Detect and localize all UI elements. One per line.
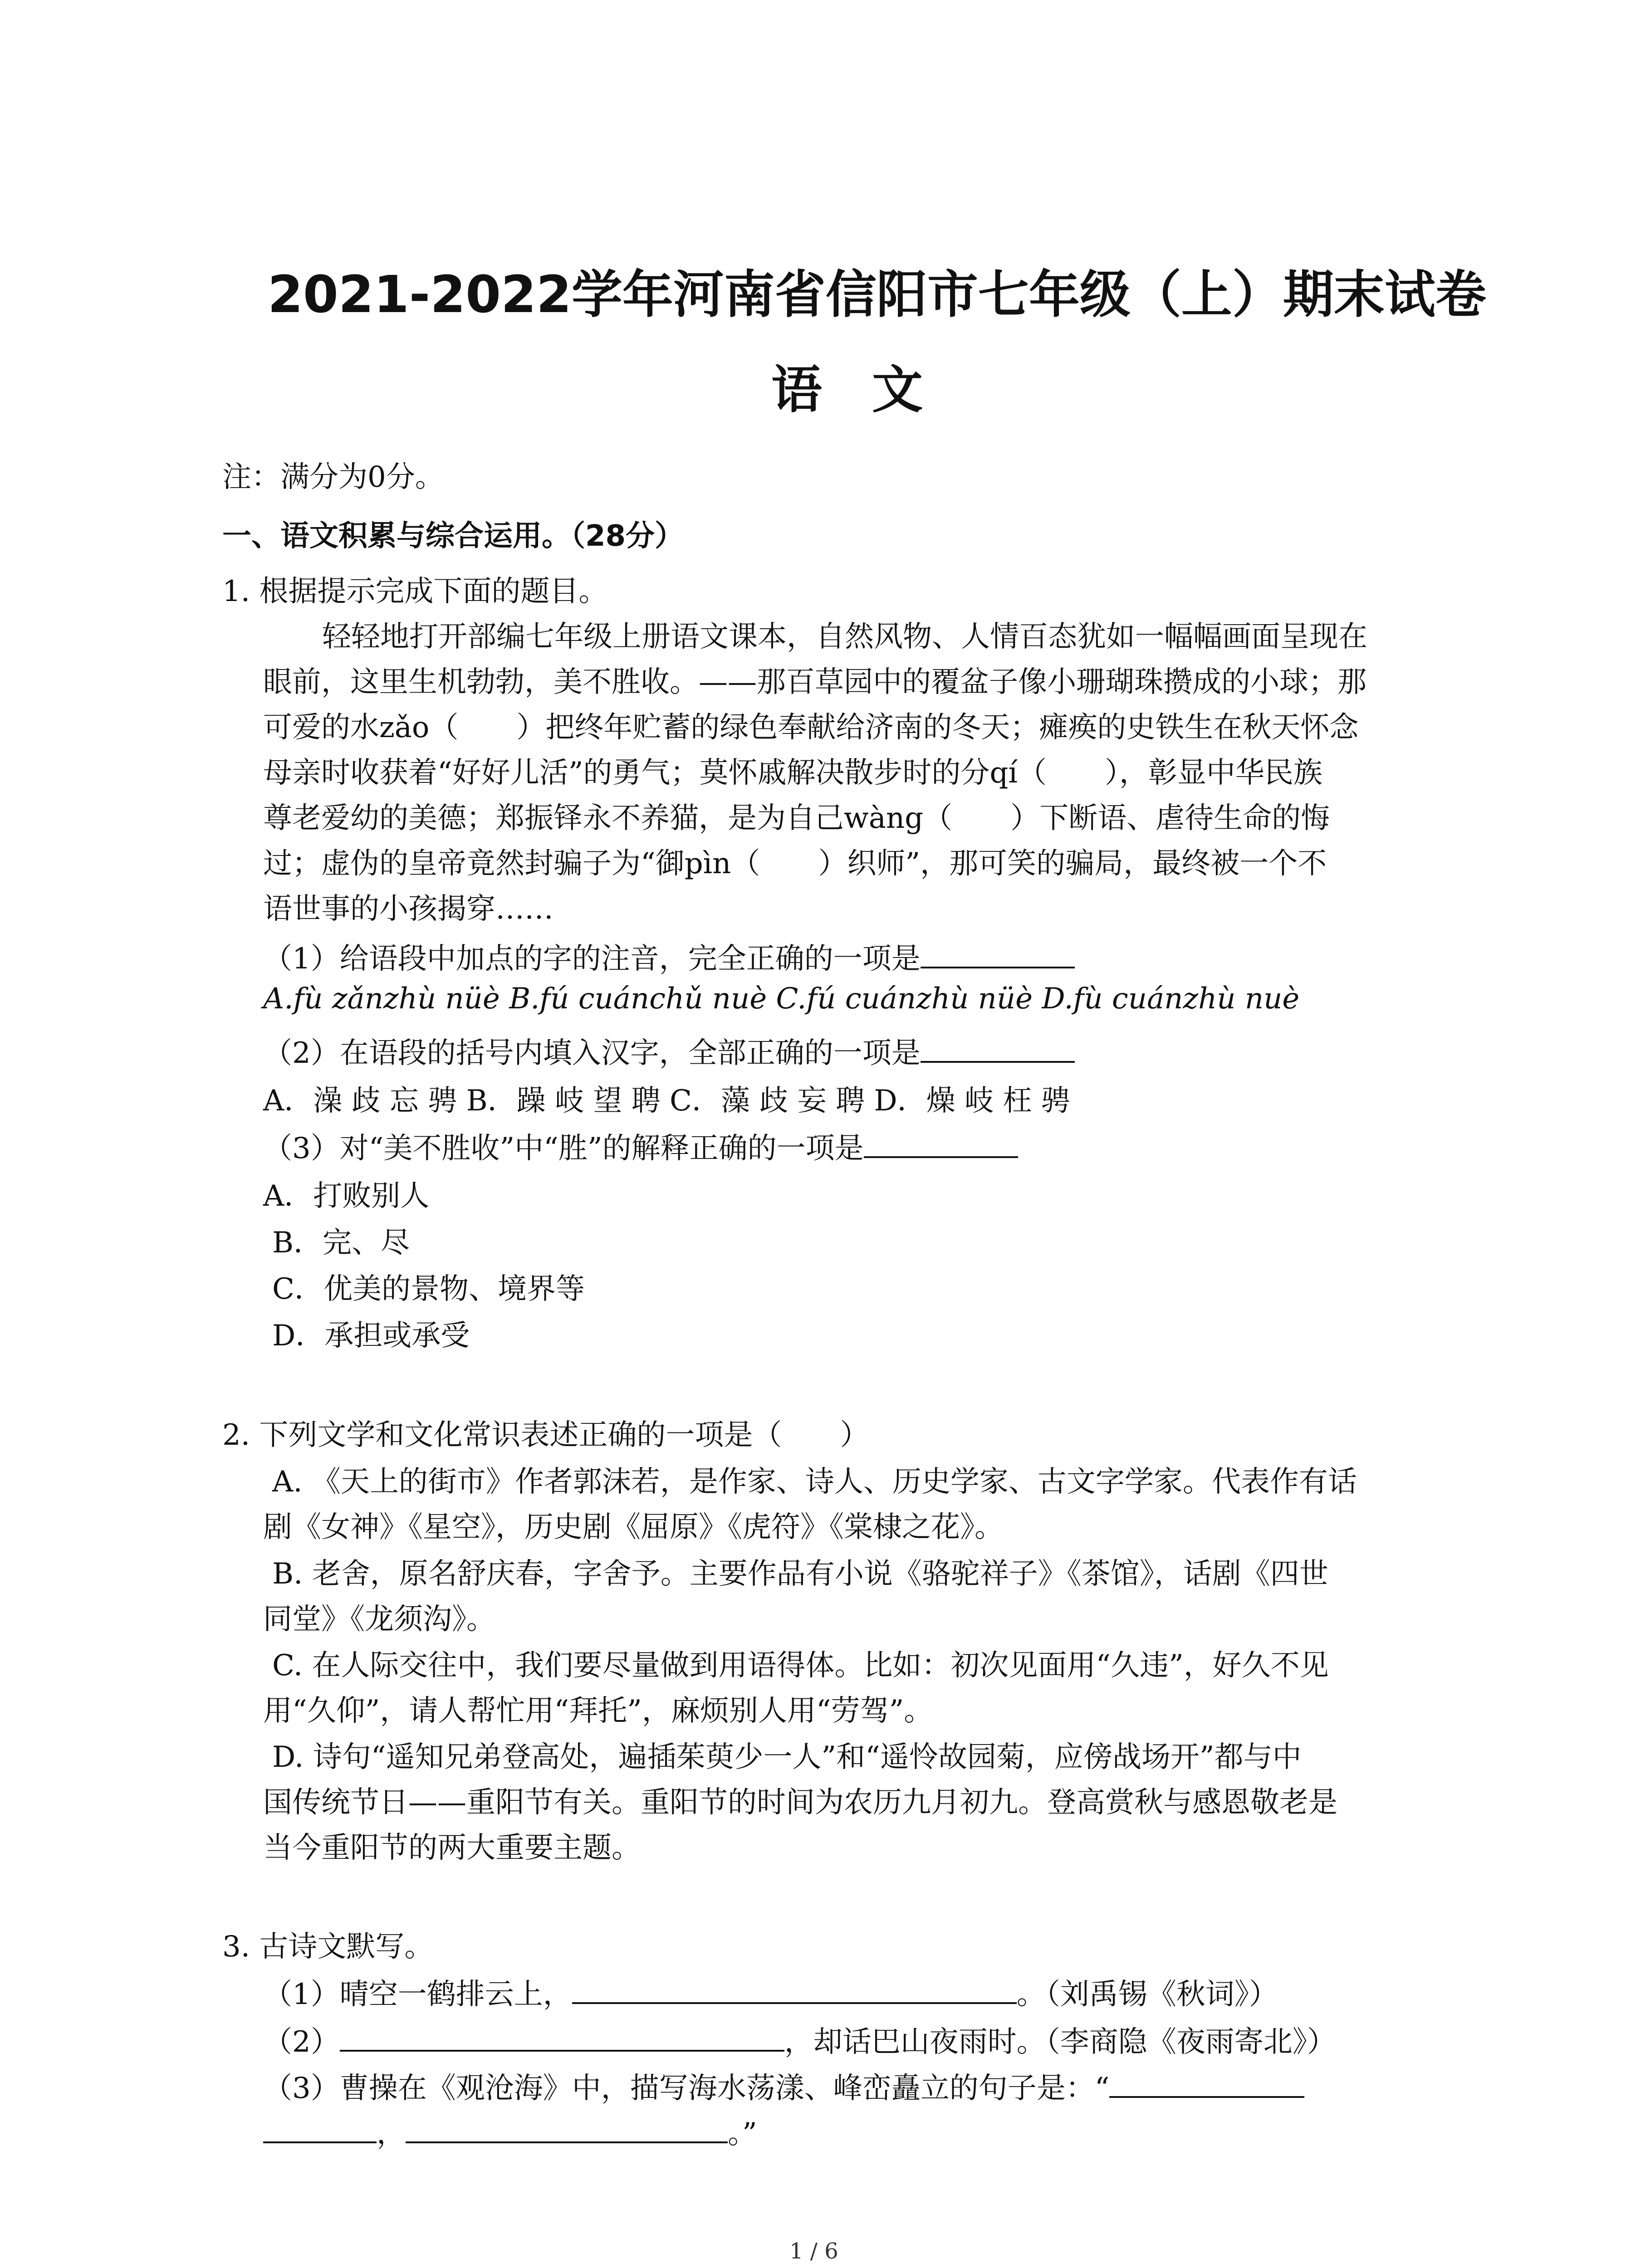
q2-option-line: 国传统节日——重阳节有关。重阳节的时间为农历九月初九。登高赏秋与感恩敬老是 [263,1786,1337,1819]
q2-stem: 2. 下列文学和文化常识表述正确的一项是（ ） [222,1418,869,1452]
q1-sub2-options: A．澡 歧 忘 骋 B．躁 岐 望 聘 C．藻 歧 妄 聘 D．燥 岐 枉 骋 [263,1084,1070,1118]
q1-sub3-option: B．完、尽 [272,1226,410,1260]
q1-sub3-option: D．承担或承受 [272,1319,470,1353]
fill-blank[interactable] [263,2114,377,2143]
q1-passage-line: 母亲时收获着“好好儿活”的勇气；莫怀戚解决散步时的分qí（ ），彰显中华民族 [263,756,1323,790]
q3-stem: 3. 古诗文默写。 [222,1930,434,1964]
page-number: 1 / 6 [789,2239,838,2264]
q3-line4 [263,2110,757,2152]
document-title: 2021-2022学年河南省信阳市七年级（上）期末试卷 [268,265,1486,324]
q3-line1 [263,1971,1278,2013]
answer-blank[interactable] [921,939,1075,968]
q3-line2-post: ，却话巴山夜雨时。（李商隐《夜雨寄北》） [784,2025,1336,2059]
q1-passage-line: 尊老爱幼的美德；郑振铎永不养猫，是为自己wàng（ ）下断语、虐待生命的悔 [263,802,1330,835]
q3-line1-post: 。（刘禹锡《秋词》） [1016,1978,1278,2011]
q3-line1-pre: （1）晴空一鹤排云上， [263,1978,572,2011]
section-heading: 一、语文积累与综合运用。（28分） [222,519,684,553]
q1-sub3-prompt [263,1125,1018,1167]
q1-sub1-text: （1）给语段中加点的字的注音，完全正确的一项是 [263,942,921,976]
answer-blank[interactable] [921,1034,1075,1063]
q2-option-line: 当今重阳节的两大重要主题。 [263,1831,641,1865]
q3-line4-comma: ， [377,2117,406,2151]
q1-passage-line: 过；虚伪的皇帝竟然封骗子为“御pìn（ ）织师”，那可笑的骗局，最终被一个不 [263,847,1327,880]
q1-passage-line: 可爱的水zǎo（ ）把终年贮蓄的绿色奉献给济南的冬天；瘫痪的史铁生在秋天怀念 [263,711,1359,744]
subject-title: 语文 [771,361,973,420]
q1-stem: 1. 根据提示完成下面的题目。 [222,575,608,608]
fill-blank[interactable] [572,1975,1017,2004]
q1-sub3-text: （3）对“美不胜收”中“胜”的解释正确的一项是 [263,1132,864,1165]
q1-sub1-prompt [263,935,1075,977]
q1-sub1-options: A.fù zǎnzhù nüè B.fú cuánchǔ nuè C.fú cuánzhù nüè D.fù cuánzhù nuè [263,982,1300,1016]
q1-sub2-prompt [263,1030,1075,1071]
score-note: 注：满分为0分。 [222,460,444,494]
q2-option-line: 剧《女神》《星空》，历史剧《屈原》《虎符》《棠棣之花》。 [263,1510,1004,1544]
q1-passage-line: 语世事的小孩揭穿…… [263,892,554,926]
q2-option-line: 用“久仰”，请人帮忙用“拜托”，麻烦别人用“劳驾”。 [263,1694,933,1728]
q2-option-line: D. 诗句“遥知兄弟登高处，遍插茱萸少一人”和“遥怜故园菊，应傍战场开”都与中 [272,1740,1302,1774]
q1-sub3-option: C．优美的景物、境界等 [272,1272,585,1306]
answer-blank[interactable] [864,1129,1018,1158]
q1-passage-line: 轻轻地打开部编七年级上册语文课本，自然风物、人情百态犹如一幅幅画面呈现在 [322,620,1367,654]
q3-line2 [263,2019,1336,2060]
fill-blank[interactable] [340,2023,784,2052]
q3-line3-text: （3）曹操在《观沧海》中，描写海水荡漾、峰峦矗立的句子是：“ [263,2072,1110,2105]
q2-option-line: A. 《天上的街市》作者郭沫若，是作家、诗人、历史学家、古文字学家。代表作有话 [272,1465,1357,1499]
q2-option-line: C. 在人际交往中，我们要尽量做到用语得体。比如：初次见面用“久违”，好久不见 [272,1649,1329,1682]
q2-option-line: B. 老舍，原名舒庆春，字舍予。主要作品有小说《骆驼祥子》《茶馆》，话剧《四世 [272,1557,1328,1591]
q1-sub2-text: （2）在语段的括号内填入汉字，全部正确的一项是 [263,1036,921,1070]
q3-line4-end: 。” [728,2117,757,2151]
fill-blank[interactable] [1109,2069,1304,2098]
q3-line2-pre: （2） [263,2025,340,2059]
q1-sub3-option: A．打败别人 [263,1179,430,1213]
q2-option-line: 同堂》《龙须沟》。 [263,1603,495,1636]
fill-blank[interactable] [406,2114,728,2143]
q3-line3 [263,2065,1304,2107]
q1-passage-line: 眼前，这里生机勃勃，美不胜收。——那百草园中的覆盆子像小珊瑚珠攒成的小球；那 [263,665,1367,699]
